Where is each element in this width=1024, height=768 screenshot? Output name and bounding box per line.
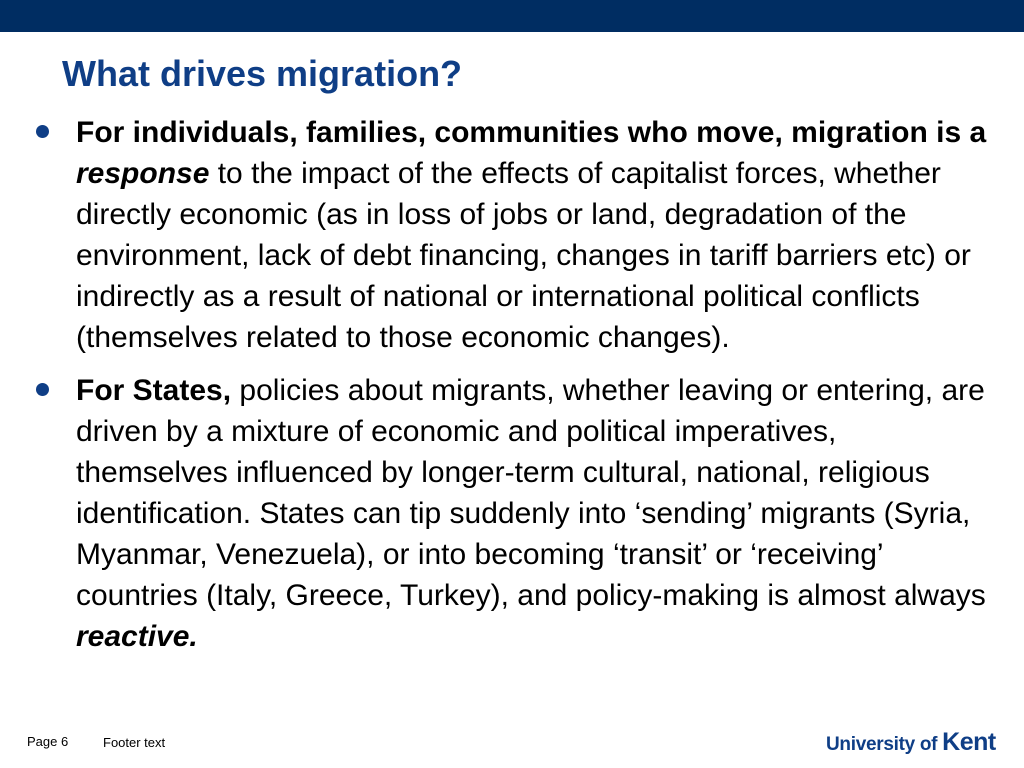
bullet-dot-icon [36, 125, 49, 138]
slide-title: What drives migration? [62, 53, 463, 94]
bullet-emphasis: response [76, 157, 210, 190]
logo-name: Kent [942, 728, 996, 756]
bullet-bold-lead: For States, [76, 374, 232, 407]
footer-text: Footer text [103, 735, 166, 750]
logo-prefix: University of [826, 734, 943, 755]
bullet-body: to the impact of the effects of capitalist forces, whether directly economic (as in loss of jobs or land, degradation of the environment, lack of debt financing, changes in tariff barriers etc) or indirectly as a result of national or international political conflicts (themselves related to those economic changes). [76, 157, 971, 354]
header-bar [0, 0, 1024, 32]
page-number: Page 6 [27, 734, 69, 749]
bullet-dot-icon [36, 383, 49, 396]
bullet-item-states [30, 370, 992, 657]
bullet-body: policies about migrants, whether leaving or entering, are driven by a mixture of economic and political imperatives, themselves influenced by longer-term cultural, national, religious identification. States can tip suddenly into ‘sending’ migrants (Syria, Myanmar, Venezuela), or into becoming ‘transit’ or ‘receiving’ countries (Italy, Greece, Turkey), and policy-making is almost always [76, 374, 986, 612]
bullet-item-individuals [30, 112, 992, 358]
bullet-list [30, 112, 992, 669]
bullet-emphasis: reactive. [76, 620, 198, 653]
bullet-bold-lead: For individuals, families, communities who move, migration is a [76, 116, 987, 149]
university-logo [826, 728, 996, 757]
